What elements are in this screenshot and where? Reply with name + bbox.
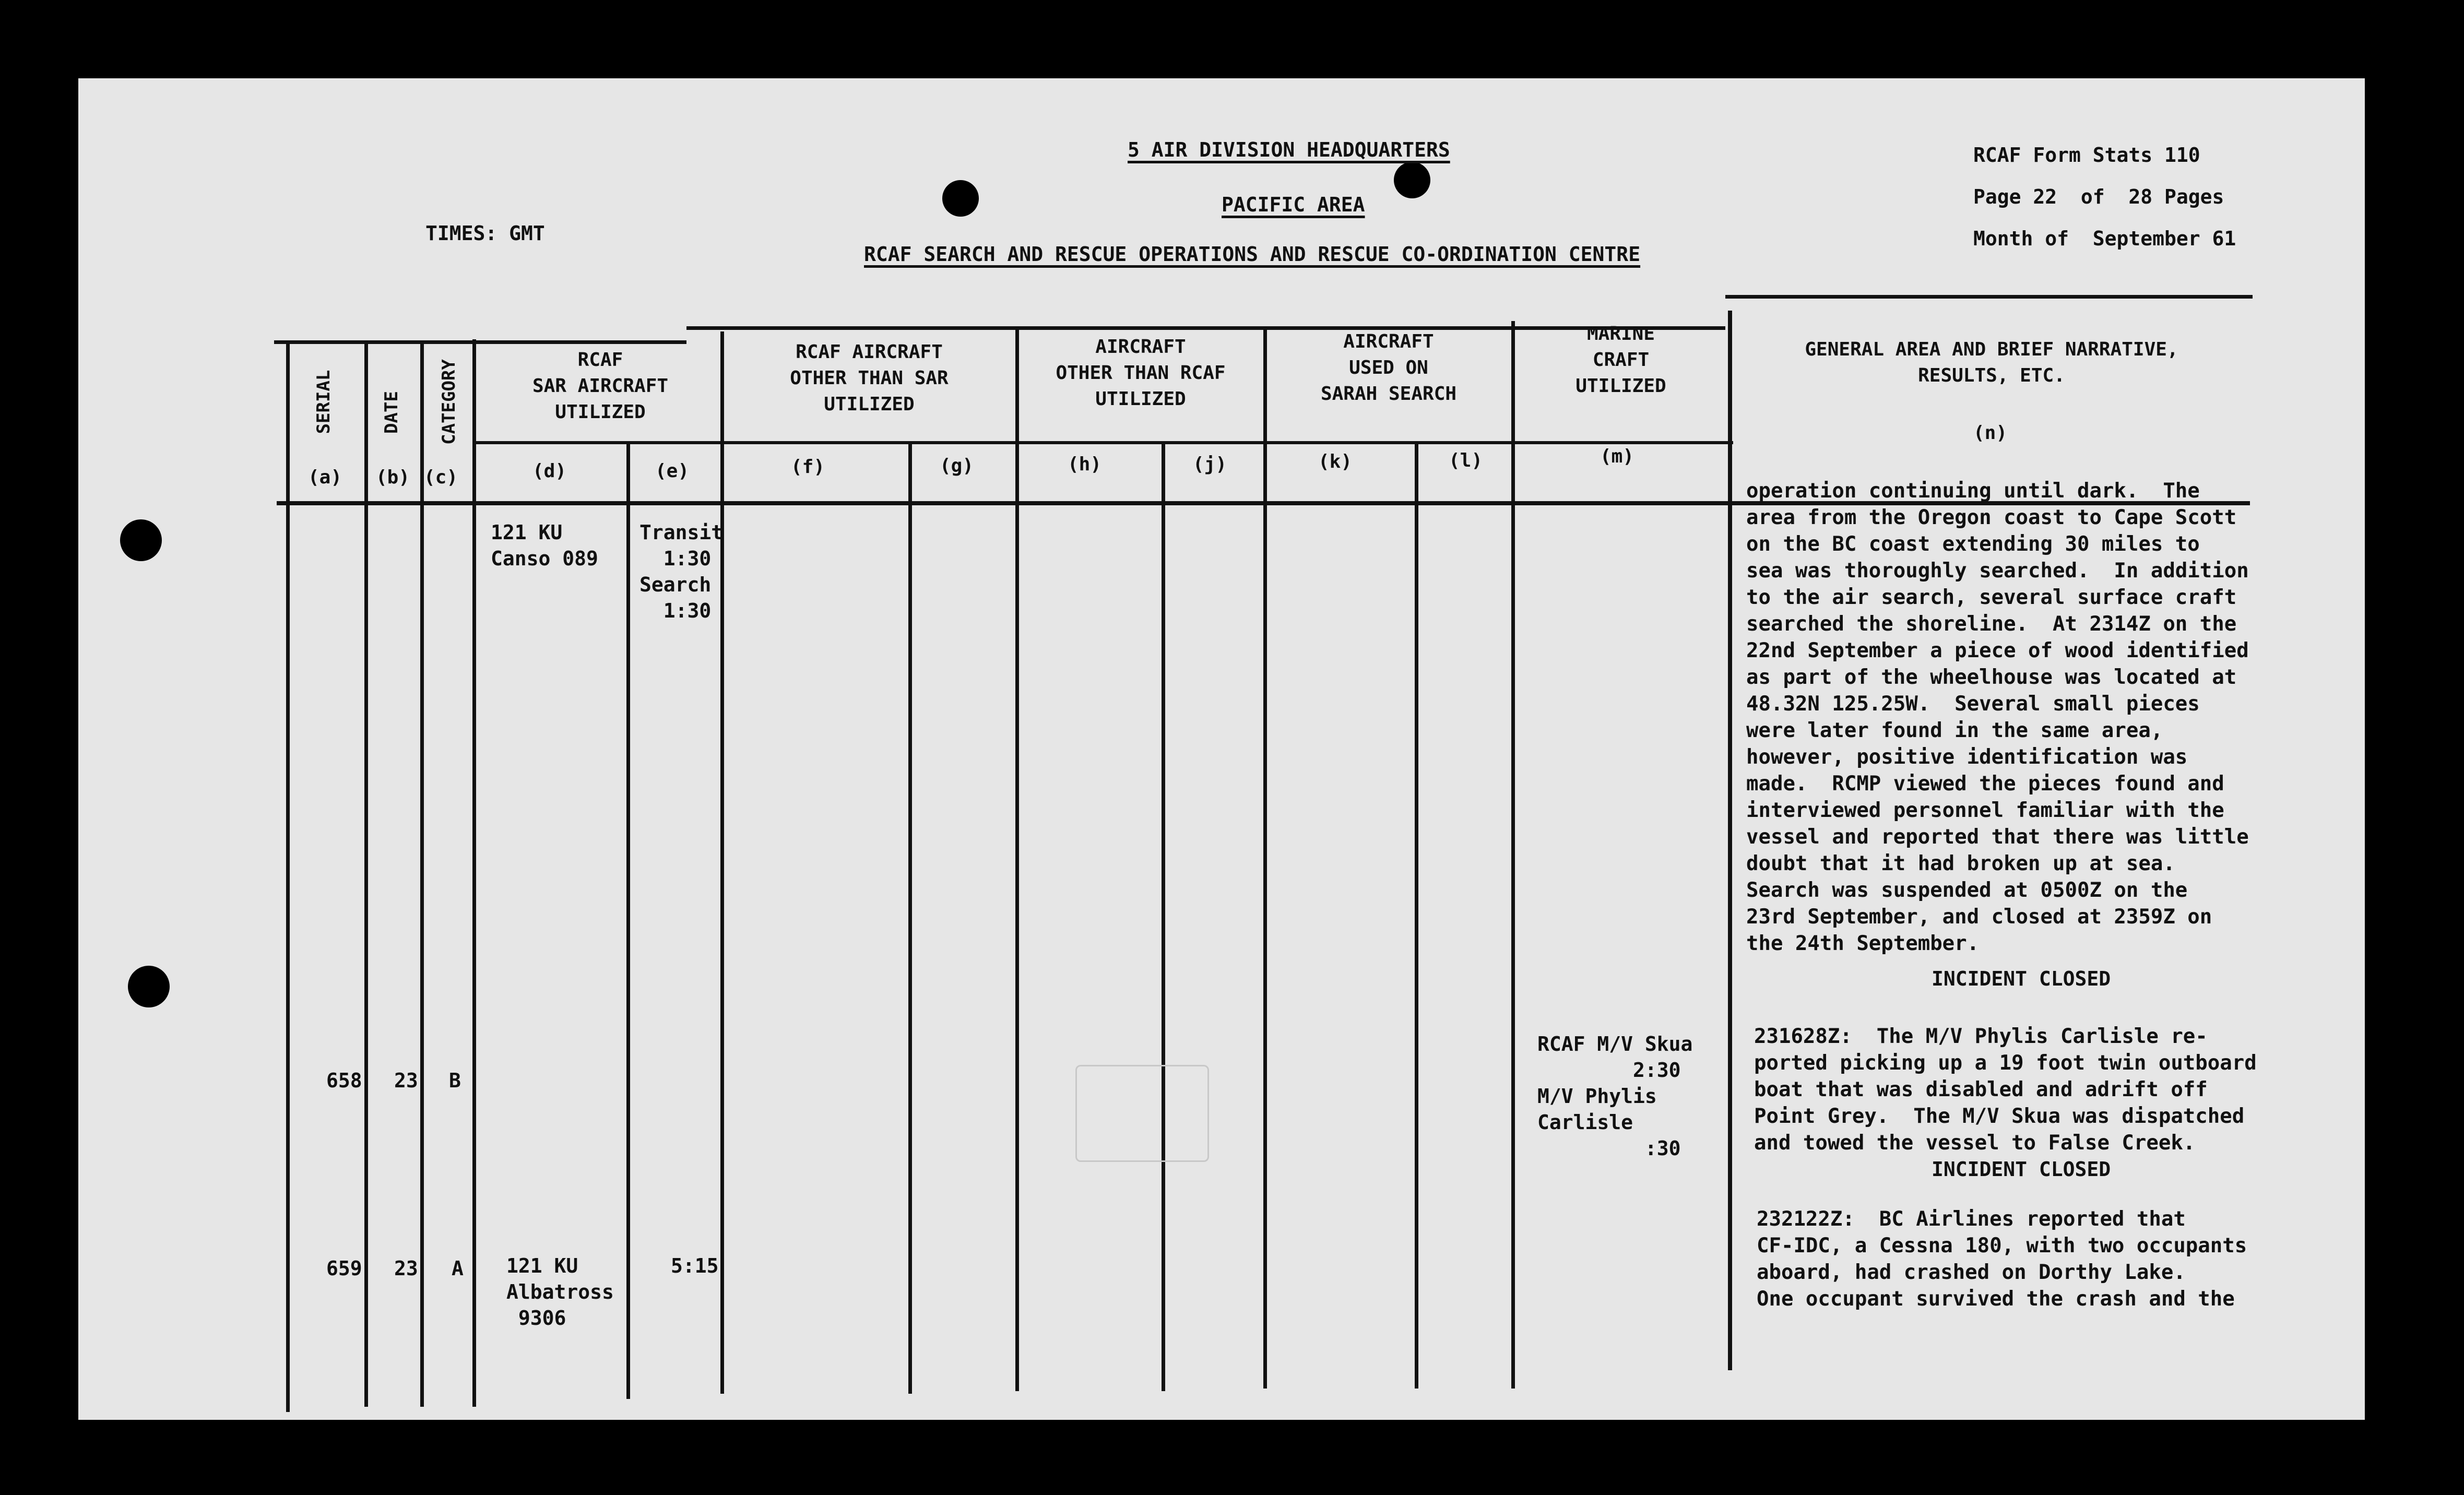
row3-serial: 659	[326, 1257, 362, 1280]
area-title: PACIFIC AREA	[1222, 193, 1365, 216]
marine-craft-header: MARINE CRAFT UTILIZED	[1575, 323, 1666, 397]
row1-narrative: operation continuing until dark. The area from the Oregon coast to Cape Scott on the BC coast extending 30 miles to sea was thoroughly searched. In addition to the air search, several surface craft searched the shoreline. At 2314Z on the 22nd September a piece of wood identified as part of the wheelhouse was located at 48.32N 125.25W. Several small pieces were later found in the same area, however, positive identification was made. RCMP viewed the pieces found and interviewed personnel familiar with the vessel and reported that there was little doubt that it had broken up at sea. Search was suspended at 0500Z on the 23rd September, and closed at 2359Z on the 24th September.	[1746, 479, 2249, 955]
column-rule	[720, 331, 724, 1394]
col-letter-k: (k)	[1318, 451, 1353, 472]
column-rule	[472, 339, 476, 1407]
col-letter-b: (b)	[376, 467, 410, 488]
row3-sar-time: 5:15	[671, 1254, 719, 1277]
col-letter-m: (m)	[1600, 446, 1634, 467]
sarah-search-header: AIRCRAFT USED ON SARAH SEARCH	[1320, 331, 1457, 405]
column-rule	[364, 342, 368, 1407]
row1-sar-time: Transit 1:30 Search 1:30	[639, 521, 724, 622]
column-rule	[626, 444, 630, 1399]
row2-narrative: 231628Z: The M/V Phylis Carlisle re- ported picking up a 19 foot twin outboard boat that was disabled and adrift off Point Grey. The M/V Skua was dispatched and towed the vessel to False Creek.	[1754, 1025, 2257, 1155]
other-than-sar-header: RCAF AIRCRAFT OTHER THAN SAR UTILIZED	[790, 341, 949, 415]
row2-date: 23	[394, 1069, 418, 1092]
column-rule	[420, 342, 424, 1407]
col-letter-n: (n)	[1973, 422, 2008, 444]
punch-hole-bottom	[128, 966, 170, 1007]
col-letter-e: (e)	[655, 460, 690, 482]
column-rule	[908, 444, 912, 1394]
column-rule	[1015, 329, 1019, 1391]
row3-category: A	[452, 1257, 464, 1280]
col-letter-f: (f)	[791, 456, 825, 478]
row3-sar-aircraft: 121 KU Albatross 9306	[506, 1254, 614, 1330]
column-rule	[1263, 326, 1267, 1389]
table-top-rule-right	[1725, 295, 2253, 299]
row2-serial: 658	[326, 1069, 362, 1092]
row2-incident-closed: INCIDENT CLOSED	[1932, 1158, 2111, 1181]
column-rule	[1511, 321, 1515, 1389]
col-letter-a: (a)	[308, 467, 342, 488]
col-letter-l: (l)	[1449, 450, 1483, 471]
narrative-header: GENERAL AREA AND BRIEF NARRATIVE, RESULTS, ETC.	[1805, 339, 2178, 386]
col-letter-j: (j)	[1193, 454, 1227, 475]
column-rule	[1728, 311, 1732, 1370]
col-letter-h: (h)	[1068, 454, 1102, 475]
category-header: CATEGORY	[439, 359, 459, 445]
document-title: RCAF SEARCH AND RESCUE OPERATIONS AND RESCUE CO-ORDINATION CENTRE	[864, 243, 1641, 266]
group-header-rule	[472, 441, 1733, 444]
date-header: DATE	[381, 391, 402, 434]
column-rule	[1415, 441, 1418, 1389]
table-top-rule	[274, 340, 686, 344]
times-label: TIMES: GMT	[425, 222, 545, 245]
column-rule	[286, 342, 290, 1412]
col-letter-g: (g)	[940, 455, 974, 477]
col-letter-c: (c)	[424, 467, 458, 488]
row1-incident-closed: INCIDENT CLOSED	[1932, 967, 2111, 990]
row3-narrative: 232122Z: BC Airlines reported that CF-IDC, a Cessna 180, with two occupants aboard, had crashed on Dorthy Lake. One occupant survived the crash and the	[1757, 1207, 2247, 1311]
row2-category: B	[449, 1069, 461, 1092]
serial-header: SERIAL	[313, 370, 334, 434]
row3-date: 23	[394, 1257, 418, 1280]
page-count: Page 22 of 28 Pages	[1973, 185, 2224, 208]
sar-aircraft-header: RCAF SAR AIRCRAFT UTILIZED	[532, 349, 669, 423]
punch-hole-header-left	[942, 180, 979, 217]
column-rule	[1162, 444, 1165, 1391]
org-title: 5 AIR DIVISION HEADQUARTERS	[1128, 138, 1450, 161]
punch-hole-top	[120, 519, 162, 561]
month-label: Month of September 61	[1973, 227, 2236, 250]
row2-marine: RCAF M/V Skua 2:30 M/V Phylis Carlisle :30	[1537, 1033, 1693, 1160]
form-number: RCAF Form Stats 110	[1973, 144, 2200, 167]
row1-sar-aircraft: 121 KU Canso 089	[491, 521, 598, 570]
col-letter-d: (d)	[532, 460, 567, 482]
other-than-rcaf-header: AIRCRAFT OTHER THAN RCAF UTILIZED	[1056, 336, 1226, 410]
punch-hole-header-right	[1394, 162, 1430, 198]
faint-stamp	[1075, 1065, 1209, 1162]
